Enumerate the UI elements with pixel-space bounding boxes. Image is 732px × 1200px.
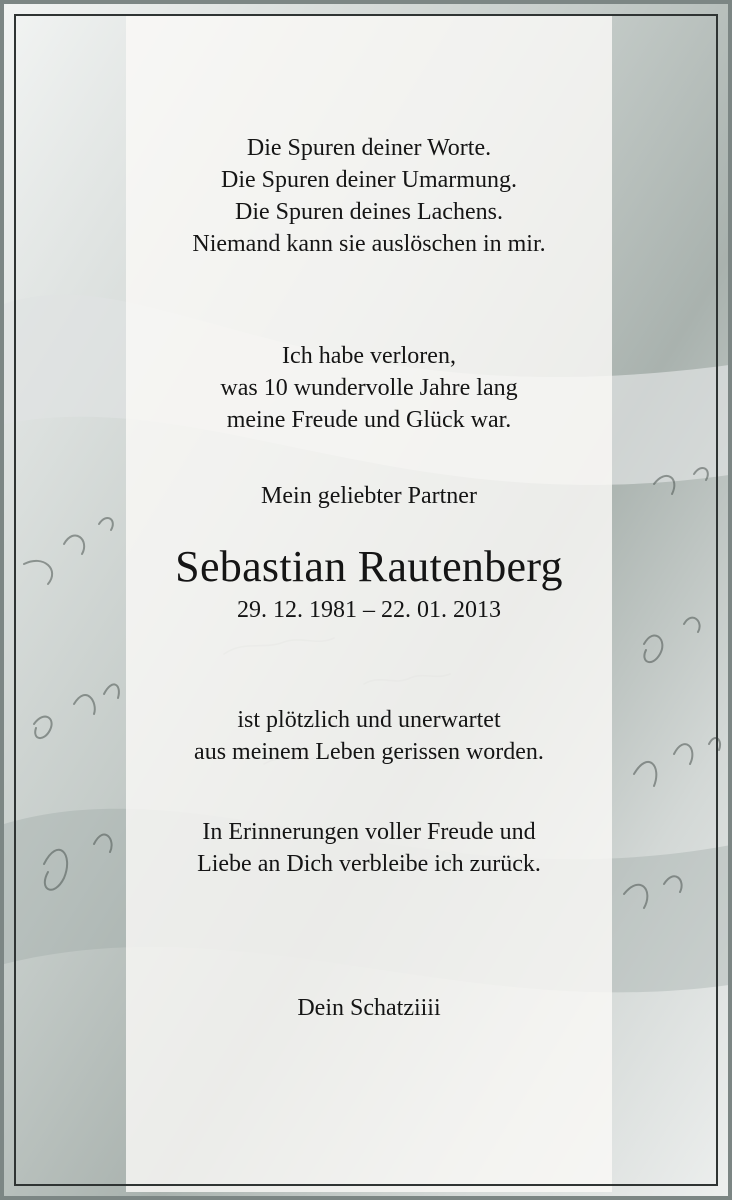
poem-line: Die Spuren deiner Worte. xyxy=(246,135,492,161)
memory-line: Liebe an Dich verbleibe ich zurück. xyxy=(197,851,541,877)
loss-line: meine Freude und Glück war. xyxy=(226,407,512,433)
poem-verse xyxy=(126,132,612,260)
poem-line: Die Spuren deiner Umarmung. xyxy=(221,167,517,193)
message-line: ist plötzlich und unerwartet xyxy=(237,707,501,733)
signature xyxy=(126,992,612,1024)
signature-text: Dein Schatziiii xyxy=(297,995,441,1021)
poem-line: Die Spuren deines Lachens. xyxy=(235,199,503,225)
relation-text: Mein geliebter Partner xyxy=(261,483,477,509)
memory-verse xyxy=(126,816,612,880)
life-dates: 29. 12. 1981 – 22. 01. 2013 xyxy=(237,597,501,623)
memory-line: In Erinnerungen voller Freude und xyxy=(202,819,536,845)
relation-line xyxy=(126,480,612,512)
message-verse xyxy=(126,704,612,768)
notice-content xyxy=(126,4,612,1200)
deceased-name: Sebastian Rautenberg xyxy=(175,542,563,591)
message-line: aus meinem Leben gerissen worden. xyxy=(194,739,544,765)
loss-line: Ich habe verloren, xyxy=(282,343,456,369)
poem-line: Niemand kann sie auslöschen in mir. xyxy=(192,231,546,257)
loss-line: was 10 wundervolle Jahre lang xyxy=(220,375,518,401)
loss-statement xyxy=(126,340,612,436)
